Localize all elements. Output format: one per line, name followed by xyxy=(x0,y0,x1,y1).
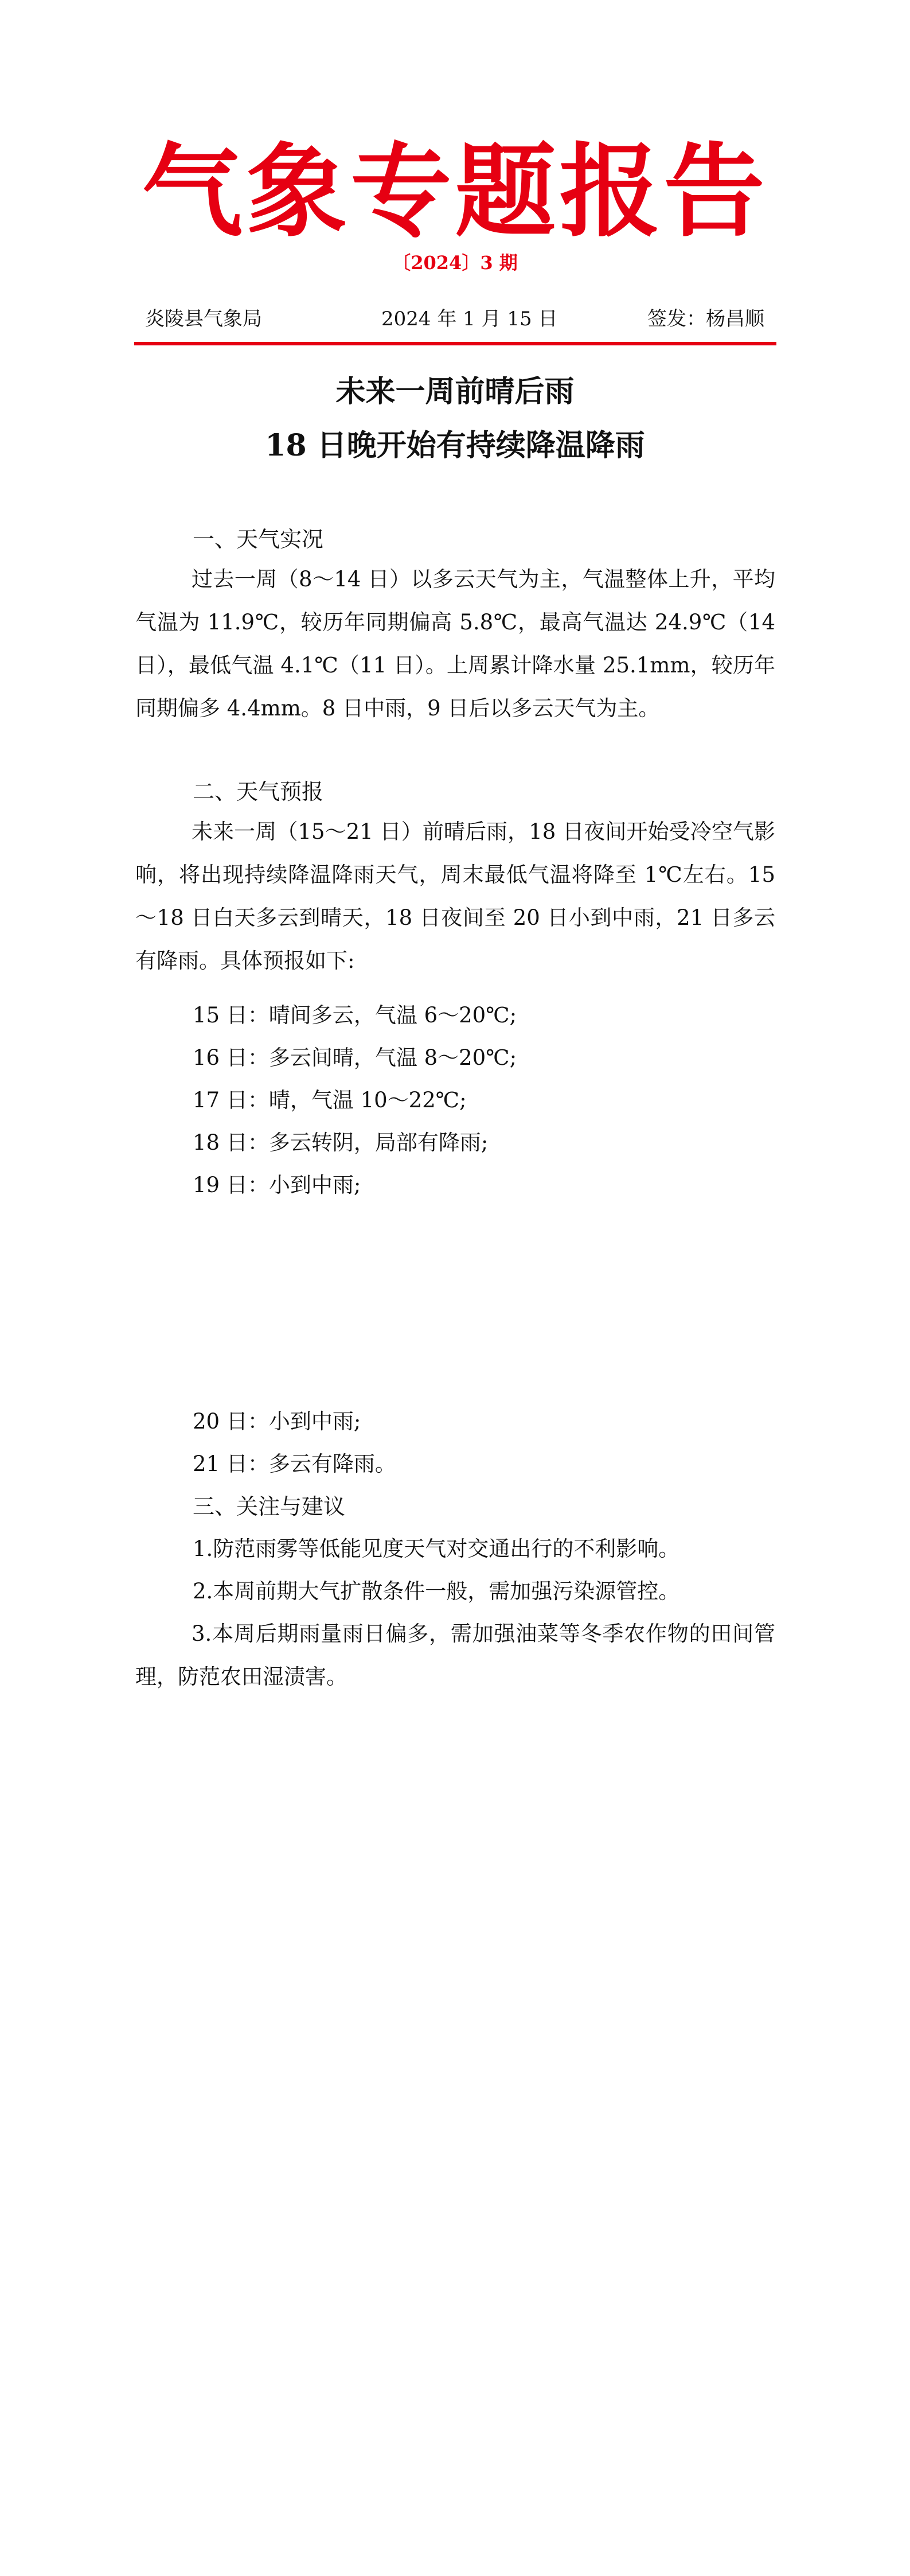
forecast-day-20: 20 日：小到中雨; xyxy=(193,1409,361,1434)
issue-number: 〔2024〕3 期 xyxy=(392,252,518,274)
document-meta-row xyxy=(135,305,776,333)
document-title-line-1: 未来一周前晴后雨 xyxy=(335,374,575,409)
forecast-day-15: 15 日：晴间多云，气温 6～20℃; xyxy=(193,1003,517,1028)
issue-date: 2024 年 1 月 15 日 xyxy=(381,308,558,330)
masthead-title: 气象专题报告 xyxy=(142,133,768,251)
section-heading-observations: 一、天气实况 xyxy=(193,527,324,552)
signer: 签发：杨昌顺 xyxy=(647,308,764,330)
advice-item-1: 1.防范雨雾等低能见度天气对交通出行的不利影响。 xyxy=(193,1536,680,1561)
forecast-day-16: 16 日：多云间晴，气温 8～20℃; xyxy=(193,1045,517,1070)
advice-item-3: 3.本周后期雨量雨日偏多，需加强油菜等冬季农作物的田间管理，防范农田湿渍害。 xyxy=(135,1621,775,1689)
advice-item-2: 2.本周前期大气扩散条件一般，需加强污染源管控。 xyxy=(193,1579,680,1604)
forecast-day-17: 17 日：晴，气温 10～22℃; xyxy=(193,1088,467,1112)
forecast-day-18: 18 日：多云转阴，局部有降雨; xyxy=(193,1130,489,1155)
issuing-organization: 炎陵县气象局 xyxy=(145,308,262,330)
forecast-day-21: 21 日：多云有降雨。 xyxy=(193,1452,396,1476)
section-heading-forecast: 二、天气预报 xyxy=(193,779,324,804)
document-title-line-2: 18 日晚开始有持续降温降雨 xyxy=(265,428,645,463)
observations-paragraph: 过去一周（8～14 日）以多云天气为主，气温整体上升，平均气温为 11.9℃，较历年同期偏高 5.8℃，最高气温达 24.9℃（14 日），最低气温 4.1℃（11 日）。上周累计降水量 25.1mm，较历年同期偏多 4.4mm。8 日中雨，9 日后以多云天气为主。 xyxy=(135,567,775,721)
section-heading-advice: 三、关注与建议 xyxy=(193,1494,346,1519)
red-divider xyxy=(134,342,776,345)
forecast-day-19: 19 日：小到中雨; xyxy=(193,1173,361,1197)
forecast-paragraph: 未来一周（15～21 日）前晴后雨，18 日夜间开始受冷空气影响，将出现持续降温降雨天气，周末最低气温将降至 1℃左右。15～18 日白天多云到晴天，18 日夜间至 20 日小到中雨，21 日多云有降雨。具体预报如下: xyxy=(135,819,775,973)
